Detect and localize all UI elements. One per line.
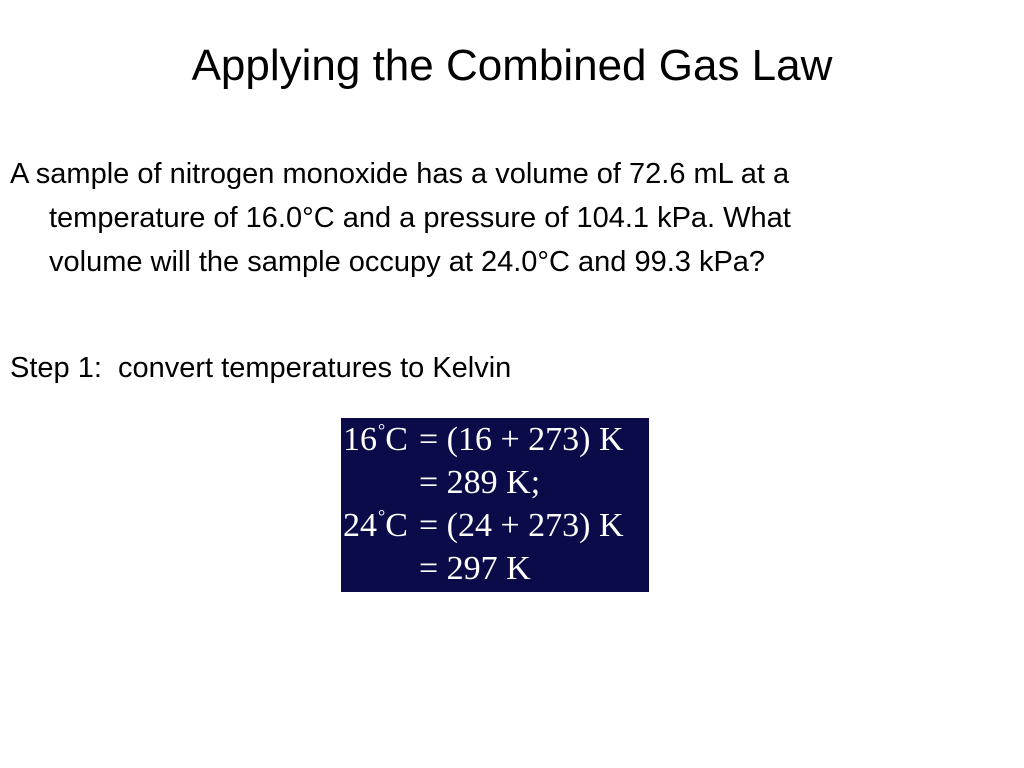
equation-lhs [343, 461, 419, 504]
kelvin-conversion-equations [341, 418, 649, 592]
temperature-value: 16 [343, 421, 377, 458]
equation-lhs [343, 547, 419, 590]
degree-symbol: ° [378, 420, 386, 440]
step-1-text: Step 1: convert temperatures to Kelvin [10, 352, 512, 384]
problem-line: A sample of nitrogen monoxide has a volume of 72.6 mL at a [10, 158, 790, 190]
equation-lhs [343, 418, 419, 461]
equation-row [343, 418, 645, 461]
equation-rhs: = (16 + 273) K [419, 421, 624, 458]
equation-row [343, 547, 645, 590]
equation-rhs: = (24 + 273) K [419, 507, 624, 544]
problem-line: temperature of 16.0°C and a pressure of 104.1 kPa. What [49, 202, 791, 234]
problem-line: volume will the sample occupy at 24.0°C and 99.3 kPa? [49, 246, 766, 278]
degree-symbol: ° [378, 506, 386, 526]
equation-rhs: = 297 K [419, 550, 531, 587]
slide-title: Applying the Combined Gas Law [191, 41, 833, 90]
temperature-value: 24 [343, 507, 377, 544]
equation-lhs [343, 504, 419, 547]
problem-statement [10, 152, 1010, 284]
equation-row [343, 461, 645, 504]
equation-row [343, 504, 645, 547]
temperature-unit: C [385, 421, 408, 458]
temperature-unit: C [385, 507, 408, 544]
equation-rhs: = 289 K; [419, 464, 541, 501]
